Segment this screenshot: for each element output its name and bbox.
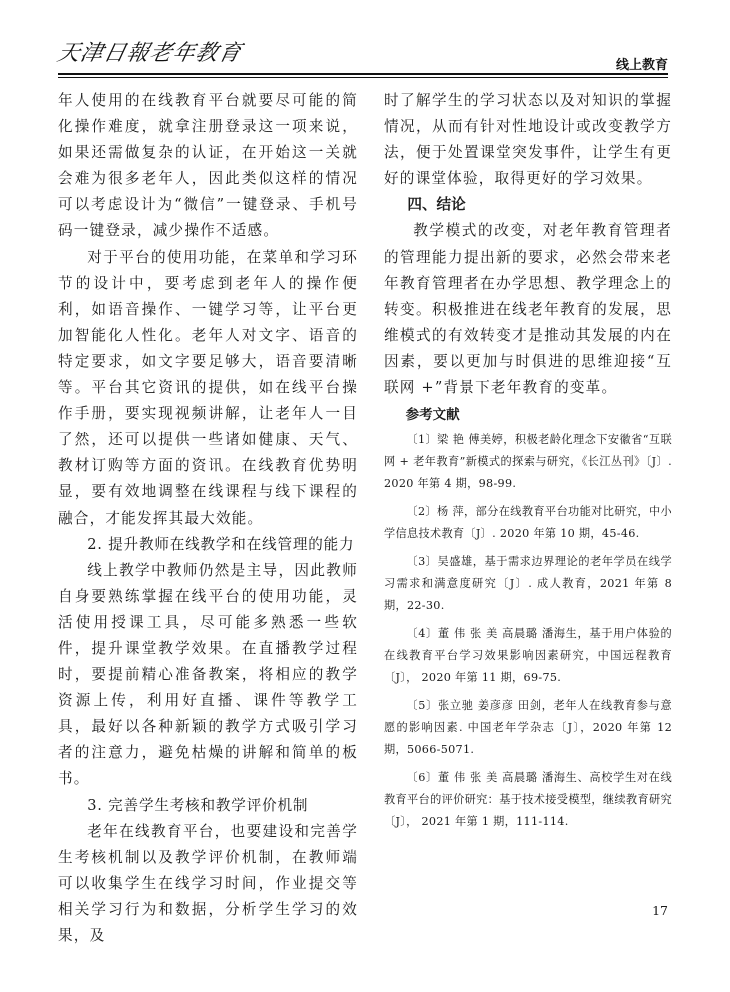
left-paragraph-3: 线上教学中教师仍然是主导，因此教师自身要熟练掌握在线平台的使用功能，灵活使用授课工具，尽可能多熟悉一些软件，提升课堂教学效果。在直播教学过程时，要提前精心准备教案，将相应的教学资源上传，利用好直播、课件等教学工具，最好以各种新颖的教学方式吸引学习者的注意力，避免枯燥的讲解和简单的板书。 bbox=[58, 561, 358, 788]
subheading-3: 3. 完善学生考核和教学评价机制 bbox=[87, 796, 309, 814]
subheading-2: 2. 提升教师在线教学和在线管理的能力 bbox=[87, 535, 355, 553]
right-column bbox=[384, 88, 672, 839]
reference-item: 〔3〕吴盛雄，基于需求边界理论的老年学员在线学习需求和满意度研究〔J〕. 成人教育，2021 年第 8 期，22-30. bbox=[384, 555, 672, 613]
reference-item: 〔5〕张立驰 姜彦彦 田剑，老年人在线教育参与意愿的影响因素. 中国老年学杂志〔J〕，2020 年第 12 期，5066-5071. bbox=[384, 699, 672, 757]
reference-item: 〔2〕杨 萍，部分在线教育平台功能对比研究，中小学信息技术教育〔J〕. 2020 年第 10 期，45-46. bbox=[384, 505, 672, 541]
right-paragraph-1: 时了解学生的学习状态以及对知识的掌握情况，从而有针对性地设计或改变教学方法，便于处置课堂突发事件，让学生有更好的课堂体验，取得更好的学习效果。 bbox=[384, 92, 672, 188]
journal-title: 天津日報老年教育 bbox=[54, 40, 245, 66]
references-list bbox=[384, 429, 672, 833]
header-rule-thin bbox=[58, 77, 668, 78]
journal-logo bbox=[54, 34, 258, 68]
reference-item: 〔6〕董 伟 张 美 高晨璐 潘海生、高校学生对在线教育平台的评价研究：基于技术接受模型，继续教育研究〔J〕， 2021 年第 1 期，111-114. bbox=[384, 771, 672, 829]
references-heading: 参考文献 bbox=[405, 407, 460, 424]
left-paragraph-4: 老年在线教育平台，也要建设和完善学生考核机制以及教学评价机制，在教师端可以收集学生在线学习时间，作业提交等相关学习行为和数据，分析学生学习的效果，及 bbox=[58, 822, 358, 944]
header-rule bbox=[58, 73, 668, 75]
left-paragraph-1: 年人使用的在线教育平台就要尽可能的简化操作难度，就拿注册登录这一项来说，如果还需做复杂的认证，在开始这一关就会难为很多老年人，因此类似这样的情况可以考虑设计为“微信”一键登录、手机号码一键登录，减少操作不适感。 bbox=[58, 92, 358, 240]
reference-item: 〔4〕董 伟 张 美 高晨璐 潘海生，基于用户体验的在线教育平台学习效果影响因素研究，中国远程教育〔J〕， 2020 年第 11 期，69-75. bbox=[384, 627, 672, 685]
right-paragraph-2: 教学模式的改变，对老年教育管理者的管理能力提出新的要求，必然会带来老年教育管理者在办学思想、教学理念上的转变。积极推进在线老年教育的发展，思维模式的有效转变才是推动其发展的内在因素，要以更加与时俱进的思维迎接“互联网 +”背景下老年教育的变革。 bbox=[384, 222, 672, 397]
section-label: 线上教育 bbox=[615, 58, 668, 73]
reference-item: 〔1〕梁 艳 傅美婷，积极老龄化理念下安徽省“互联网 + 老年教育”新模式的探索与研究，《长江丛刊》〔J〕. 2020 年第 4 期，98-99. bbox=[384, 433, 672, 491]
page-number: 17 bbox=[652, 903, 668, 918]
section-heading-conclusion: 四、结论 bbox=[407, 196, 466, 214]
left-paragraph-2: 对于平台的使用功能，在菜单和学习环节的设计中，要考虑到老年人的操作便利，如语音操作、一键学习等，让平台更加智能化人性化。老年人对文字、语音的特定要求，如文字要足够大，语音要清晰等。平台其它资讯的提供，如在线平台操作手册，要实现视频讲解，让老年人一目了然，还可以提供一些诸如健康、天气、教材订购等方面的资讯。在线教育优势明显，要有效地调整在线课程与线下课程的融合，才能发挥其最大效能。 bbox=[58, 248, 358, 527]
left-column bbox=[58, 88, 358, 949]
